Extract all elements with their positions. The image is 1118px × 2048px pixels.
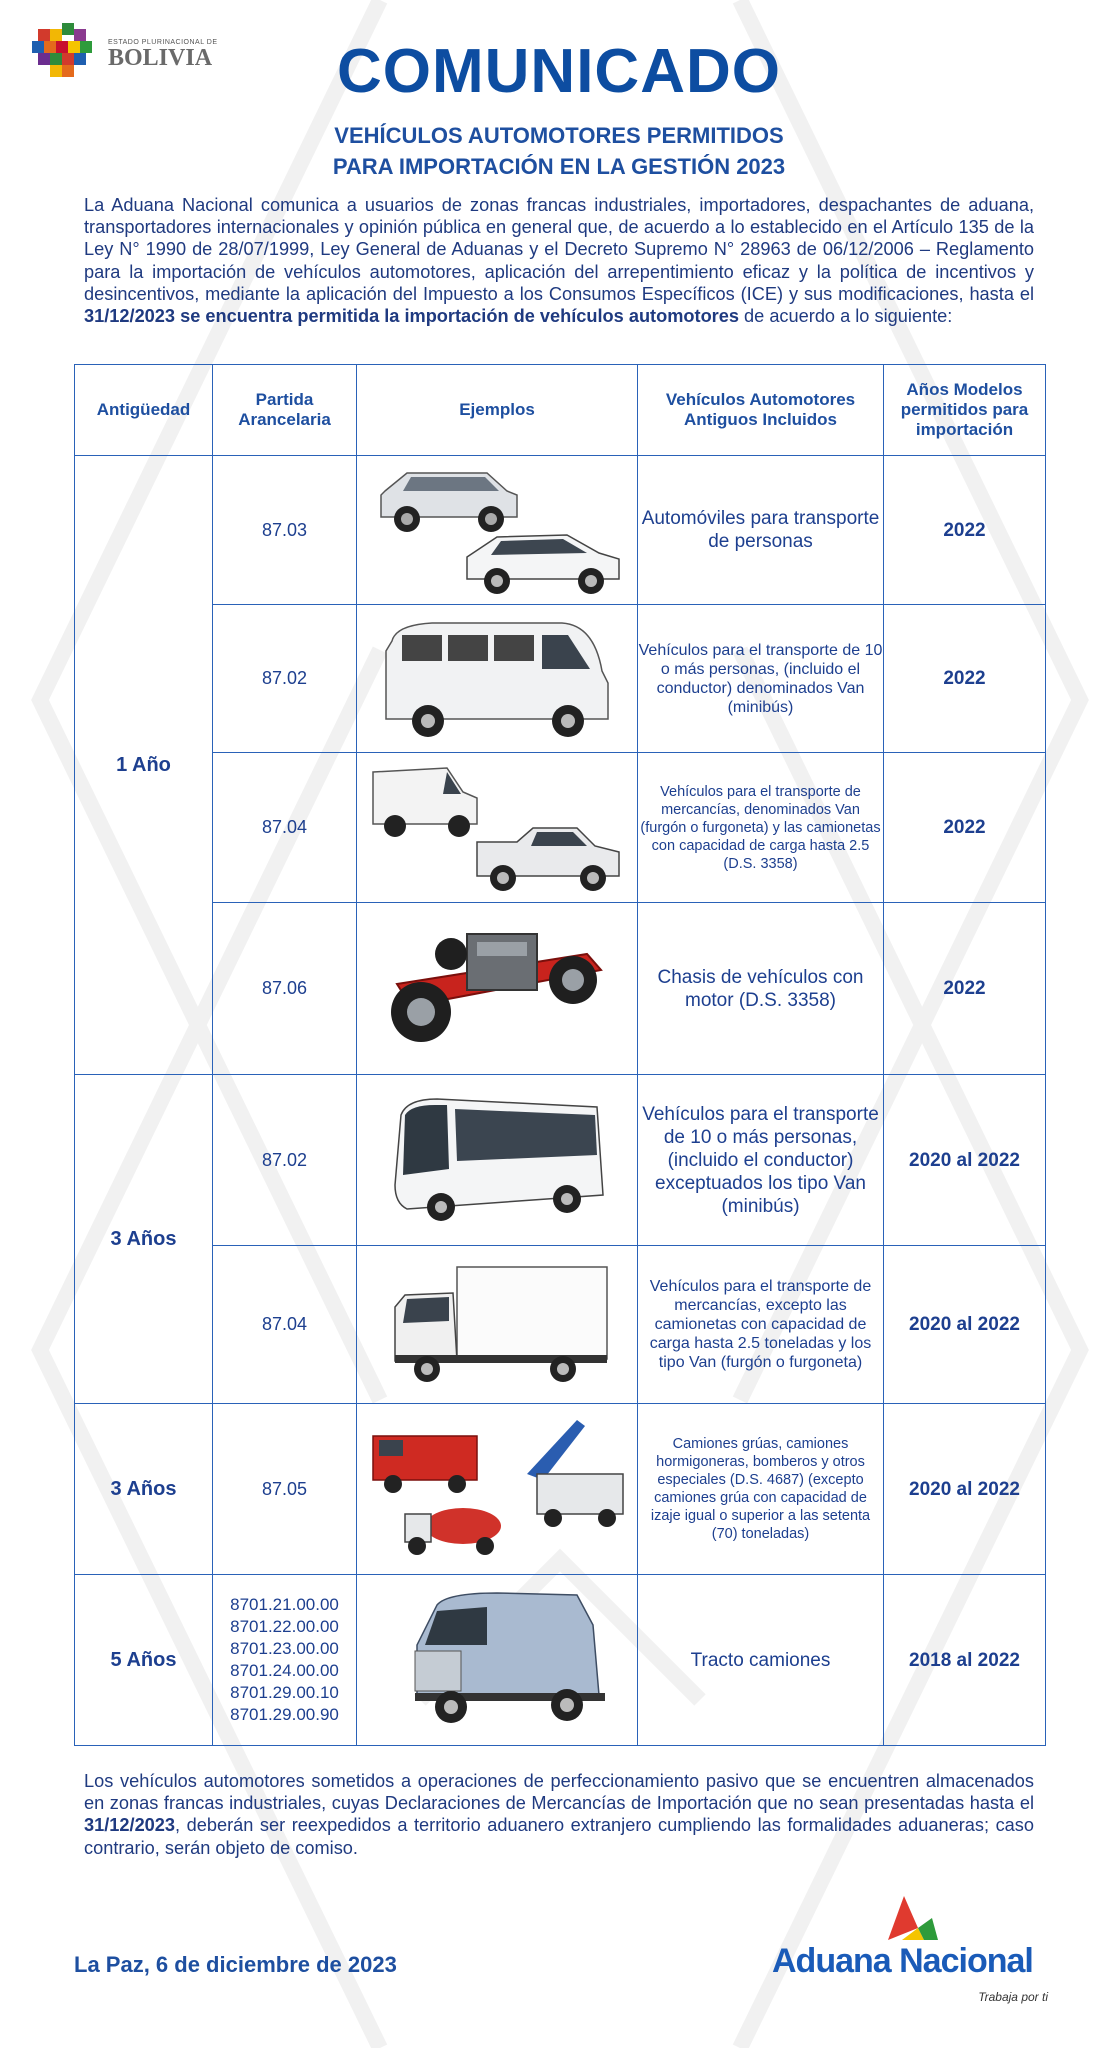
closing-paragraph <box>84 1770 1034 1859</box>
vehicle-description: Chasis de vehículos con motor (D.S. 3358) <box>638 903 884 1075</box>
aduana-nacional-logo <box>766 1888 1066 2008</box>
table-row <box>75 1246 1046 1404</box>
partida-cell: 87.04 <box>213 1246 357 1404</box>
years-cell: 2020 al 2022 <box>884 1246 1046 1404</box>
tractor-truck-image <box>377 1585 617 1735</box>
pickup-icon <box>477 828 619 891</box>
example-image-cell <box>357 1246 638 1404</box>
van-image <box>372 611 622 747</box>
antiguedad-cell: 1 Año <box>75 456 213 1075</box>
cargo-van-icon <box>373 768 477 837</box>
example-image-cell <box>357 903 638 1075</box>
page-subtitle <box>0 120 1118 182</box>
mixer-truck-icon <box>405 1508 501 1555</box>
car-suv-image <box>367 461 627 599</box>
years-cell: 2022 <box>884 753 1046 903</box>
intro-tail-text: de acuerdo a lo siguiente: <box>738 306 953 327</box>
header-anios: Años Modelos permitidos para importación <box>884 365 1046 456</box>
antiguedad-cell: 3 Años <box>75 1404 213 1575</box>
vehicle-description: Automóviles para transporte de personas <box>638 456 884 605</box>
crane-truck-icon <box>527 1420 623 1527</box>
table-row <box>75 1575 1046 1746</box>
partida-line: 8701.29.00.10 <box>230 1683 339 1702</box>
vehicle-description: Vehículos para el transporte de mercancías, denominados Van (furgón o furgoneta) y las camionetas con capacidad de carga hasta 2.5 (D.S. 3358) <box>638 753 884 903</box>
partida-cell: 87.05 <box>213 1404 357 1575</box>
subtitle-line-1: VEHÍCULOS AUTOMOTORES PERMITIDOS <box>334 123 784 148</box>
outro-bold-date: 31/12/2023 <box>84 1815 176 1836</box>
bus-image <box>377 1085 617 1235</box>
partida-cell <box>213 1575 357 1746</box>
partida-cell: 87.04 <box>213 753 357 903</box>
header-vehiculos: Vehículos Automotores Antiguos Incluidos <box>638 365 884 456</box>
years-cell: 2022 <box>884 456 1046 605</box>
table-header-row <box>75 365 1046 456</box>
outro-text-2: , deberán ser reexpedidos a territorio aduanero extranjero cumpliendo las formalidades aduaneras; caso contrario, serán objeto de comiso. <box>84 1815 1034 1858</box>
years-cell: 2020 al 2022 <box>884 1404 1046 1575</box>
vehicle-description: Vehículos para el transporte de 10 o más personas, (incluido el conductor) denominados Van (minibús) <box>638 605 884 753</box>
example-image-cell <box>357 1575 638 1746</box>
box-truck-image <box>377 1255 617 1395</box>
table-row <box>75 1404 1046 1575</box>
vehicle-description: Vehículos para el transporte de mercancías, excepto las camionetas con capacidad de carga hasta 2.5 toneladas y los tipo Van (furgón o furgoneta) <box>638 1246 884 1404</box>
example-image-cell <box>357 1075 638 1246</box>
table-row <box>75 605 1046 753</box>
header-partida: Partida Arancelaria <box>213 365 357 456</box>
partida-cell: 87.02 <box>213 605 357 753</box>
special-trucks-image <box>367 1414 627 1564</box>
header-antiguedad: Antigüedad <box>75 365 213 456</box>
chassis-image <box>377 914 617 1064</box>
partida-line: 8701.24.00.00 <box>230 1661 339 1680</box>
place-and-date: La Paz, 6 de diciembre de 2023 <box>74 1952 397 1977</box>
bolivia-logo-name: BOLIVIA <box>108 44 213 71</box>
partida-line: 8701.23.00.00 <box>230 1639 339 1658</box>
partida-line: 8701.29.00.90 <box>230 1705 339 1724</box>
aduana-name: Aduana Nacional <box>772 1942 1033 1980</box>
table-row <box>75 456 1046 605</box>
partida-line: 8701.22.00.00 <box>230 1617 339 1636</box>
example-image-cell <box>357 753 638 903</box>
partida-cell: 87.02 <box>213 1075 357 1246</box>
vehicles-table <box>74 364 1046 1746</box>
example-image-cell <box>357 605 638 753</box>
partida-cell: 87.06 <box>213 903 357 1075</box>
subtitle-line-2: PARA IMPORTACIÓN EN LA GESTIÓN 2023 <box>332 154 786 179</box>
cargo-van-pickup-image <box>367 758 627 898</box>
page-title: COMUNICADO <box>337 37 781 106</box>
example-image-cell <box>357 456 638 605</box>
partida-line: 8701.21.00.00 <box>230 1595 339 1614</box>
example-image-cell <box>357 1404 638 1575</box>
fire-truck-icon <box>373 1436 477 1493</box>
antiguedad-cell: 5 Años <box>75 1575 213 1746</box>
outro-text-1: Los vehículos automotores sometidos a operaciones de perfeccionamiento pasivo que se encuentren almacenados en zonas francas industriales, cuyas Declaraciones de Mercancías de Importación que no sean presentadas hasta el <box>84 1771 1034 1814</box>
years-cell: 2020 al 2022 <box>884 1075 1046 1246</box>
partida-cell: 87.03 <box>213 456 357 605</box>
intro-text: La Aduana Nacional comunica a usuarios de zonas francas industriales, importadores, despachantes de aduana, transportadores internacionales y opinión pública en general que, de acuerdo a lo establecido en el Artículo 135 de la Ley N° 1990 de 28/07/1999, Ley General de Aduanas y el Decreto Supremo N° 28963 de 06/12/2006 – Reglamento para la importación de vehículos automotores, aplicación del arrepentimiento eficaz y la política de incentivos y desincentivos, mediante la aplicación del Impuesto a los Consumos Específicos (ICE) y sus modificaciones, hasta el <box>84 195 1034 304</box>
vehicle-description: Camiones grúas, camiones hormigoneras, bomberos y otros especiales (D.S. 4687) (excepto camiones grúa con capacidad de izaje igual o superior a las setenta (70) toneladas) <box>638 1404 884 1575</box>
vehicle-description: Vehículos para el transporte de 10 o más personas, (incluido el conductor) exceptuados los tipo Van (minibús) <box>638 1075 884 1246</box>
sedan-icon <box>467 535 619 594</box>
bolivia-logo-caption: ESTADO PLURINACIONAL DE <box>108 38 218 46</box>
suv-icon <box>381 473 517 532</box>
aduana-tagline: Trabaja por ti <box>978 1990 1048 2004</box>
header-ejemplos: Ejemplos <box>357 365 638 456</box>
aduana-triangles-icon <box>766 1888 1066 1948</box>
intro-paragraph <box>84 194 1034 327</box>
intro-bold-text: 31/12/2023 se encuentra permitida la importación de vehículos automotores <box>84 306 739 327</box>
table-row <box>75 753 1046 903</box>
years-cell: 2022 <box>884 903 1046 1075</box>
years-cell: 2018 al 2022 <box>884 1575 1046 1746</box>
table-row <box>75 903 1046 1075</box>
antiguedad-cell: 3 Años <box>75 1075 213 1404</box>
table-row <box>75 1075 1046 1246</box>
vehicle-description: Tracto camiones <box>638 1575 884 1746</box>
years-cell: 2022 <box>884 605 1046 753</box>
